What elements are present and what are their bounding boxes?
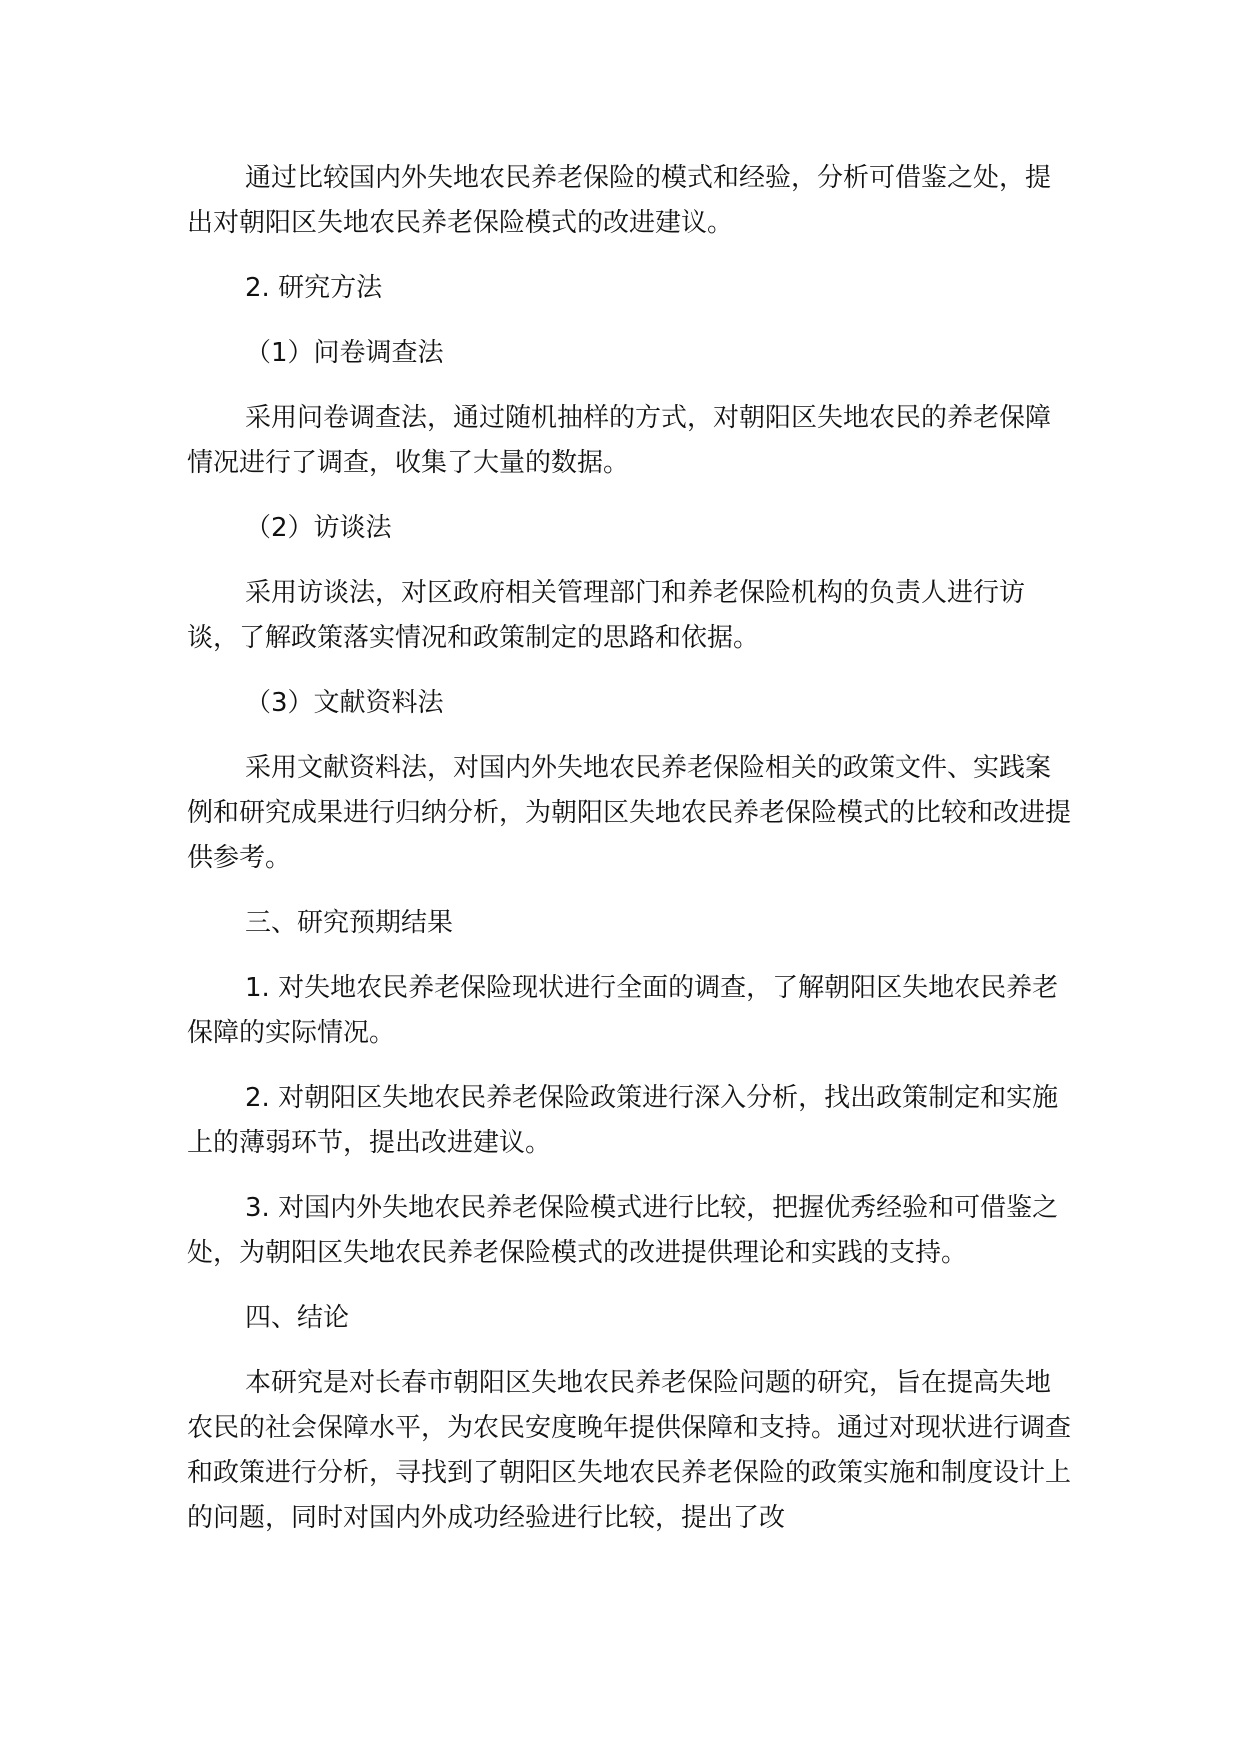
paragraph-conclusion: 本研究是对长春市朝阳区失地农民养老保险问题的研究，旨在提高失地农民的社会保障水平，为农民安度晚年提供保障和支持。通过对现状进行调查和政策进行分析，寻找到了朝阳区失地农民养老保险的政策实施和制度设计上的问题，同时对国内外成功经验进行比较，提出了改 [187,1368,1072,1533]
paragraph-interview: 采用访谈法，对区政府相关管理部门和养老保险机构的负责人进行访谈，了解政策落实情况和政策制定的思路和依据。 [187,578,1026,653]
heading-research-methods: 2. 研究方法 [245,273,383,303]
subheading-questionnaire: （1）问卷调查法 [245,338,444,368]
paragraph-result-3: 3. 对国内外失地农民养老保险模式进行比较，把握优秀经验和可借鉴之处，为朝阳区失地农民养老保险模式的改进提供理论和实践的支持。 [187,1193,1059,1268]
paragraph-literature: 采用文献资料法，对国内外失地农民养老保险相关的政策文件、实践案例和研究成果进行归纳分析，为朝阳区失地农民养老保险模式的比较和改进提供参考。 [187,753,1072,873]
subheading-literature: （3）文献资料法 [245,688,444,718]
paragraph-comparison-goal: 通过比较国内外失地农民养老保险的模式和经验，分析可借鉴之处，提出对朝阳区失地农民养老保险模式的改进建议。 [187,163,1052,238]
paragraph-result-1: 1. 对失地农民养老保险现状进行全面的调查，了解朝阳区失地农民养老保障的实际情况。 [187,973,1059,1048]
paragraph-result-2: 2. 对朝阳区失地农民养老保险政策进行深入分析，找出政策制定和实施上的薄弱环节，提出改进建议。 [187,1083,1059,1158]
paragraph-questionnaire: 采用问卷调查法，通过随机抽样的方式，对朝阳区失地农民的养老保障情况进行了调查，收集了大量的数据。 [187,403,1052,478]
heading-expected-results: 三、研究预期结果 [245,908,454,938]
document-body [187,156,1072,1561]
heading-conclusion: 四、结论 [245,1303,350,1333]
subheading-interview: （2）访谈法 [245,513,392,543]
